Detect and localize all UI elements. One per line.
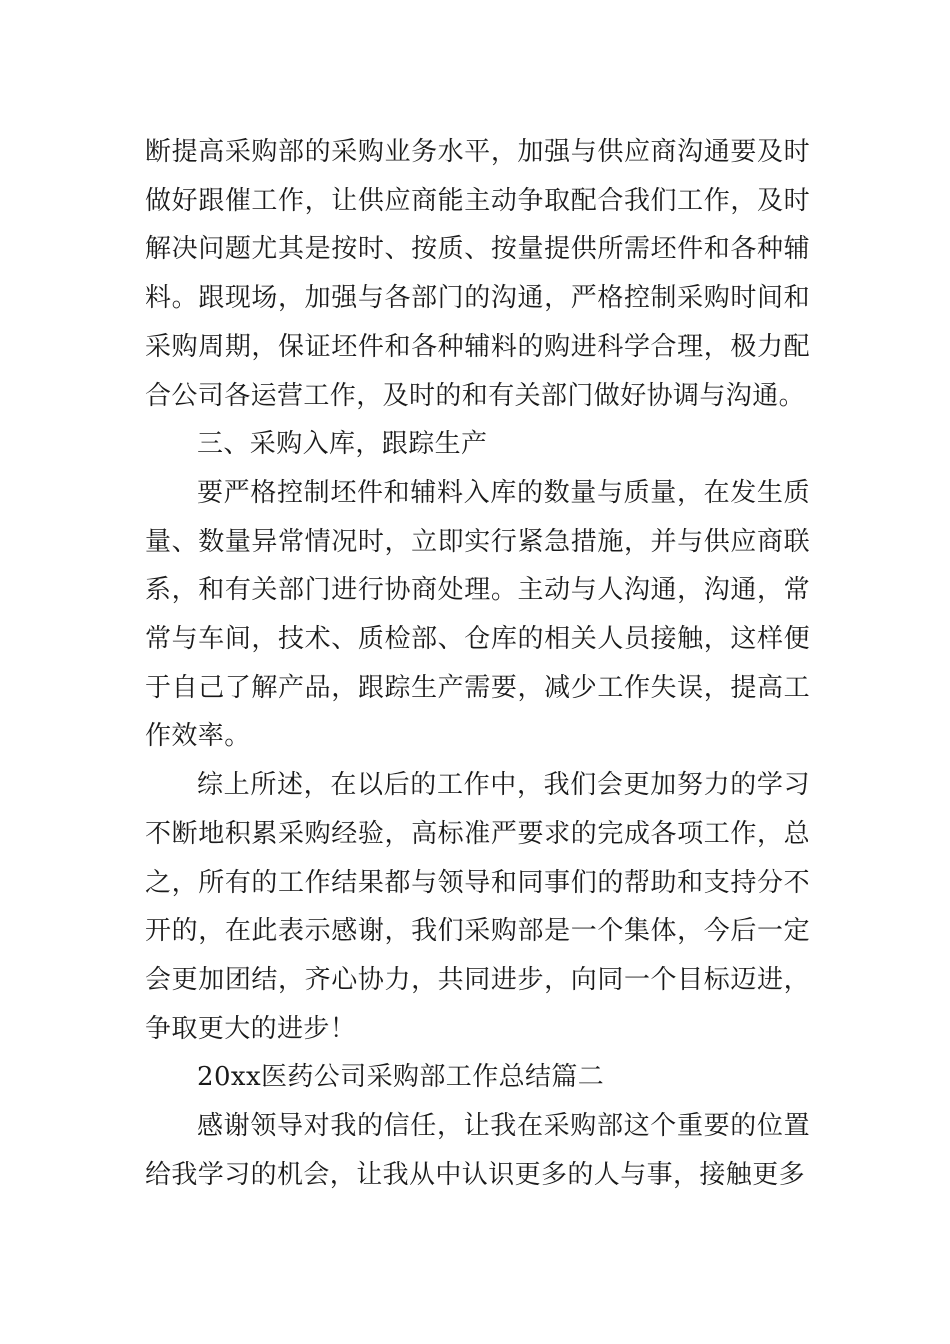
paragraph-thanks: 感谢领导对我的信任，让我在采购部这个重要的位置给我学习的机会，让我从中认识更多的人与事，接触更多 (145, 1111, 810, 1190)
paragraph-inbound-tracking: 要严格控制坯件和辅料入库的数量与质量，在发生质量、数量异常情况时，立即实行紧急措施，并与供应商联系，和有关部门进行协商处理。主动与人沟通，沟通，常常与车间，技术、质检部、仓库的相关人员接触，这样便于自己了解产品，跟踪生产需要，减少工作失误，提高工作效率。 (145, 477, 810, 752)
paragraph-summary: 综上所述，在以后的工作中，我们会更加努力的学习不断地积累采购经验，高标准严要求的完成各项工作，总之，所有的工作结果都与领导和同事们的帮助和支持分不开的，在此表示感谢，我们采购部是一个集体，今后一定会更加团结，齐心协力，共同进步，向同一个目标迈进，争取更大的进步！ (145, 770, 810, 1044)
article-title-part-2: 20xx医药公司采购部工作总结篇二 (197, 1062, 605, 1093)
section-heading-3: 三、采购入库，跟踪生产 (197, 429, 488, 460)
document-body (145, 128, 810, 1199)
paragraph-continuation: 断提高采购部的采购业务水平，加强与供应商沟通要及时做好跟催工作，让供应商能主动争取配合我们工作，及时解决问题尤其是按时、按质、按量提供所需坯件和各种辅料。跟现场，加强与各部门的沟通，严格控制采购时间和采购周期，保证坯件和各种辅料的购进科学合理，极力配合公司各运营工作，及时的和有关部门做好协调与沟通。 (145, 137, 810, 411)
